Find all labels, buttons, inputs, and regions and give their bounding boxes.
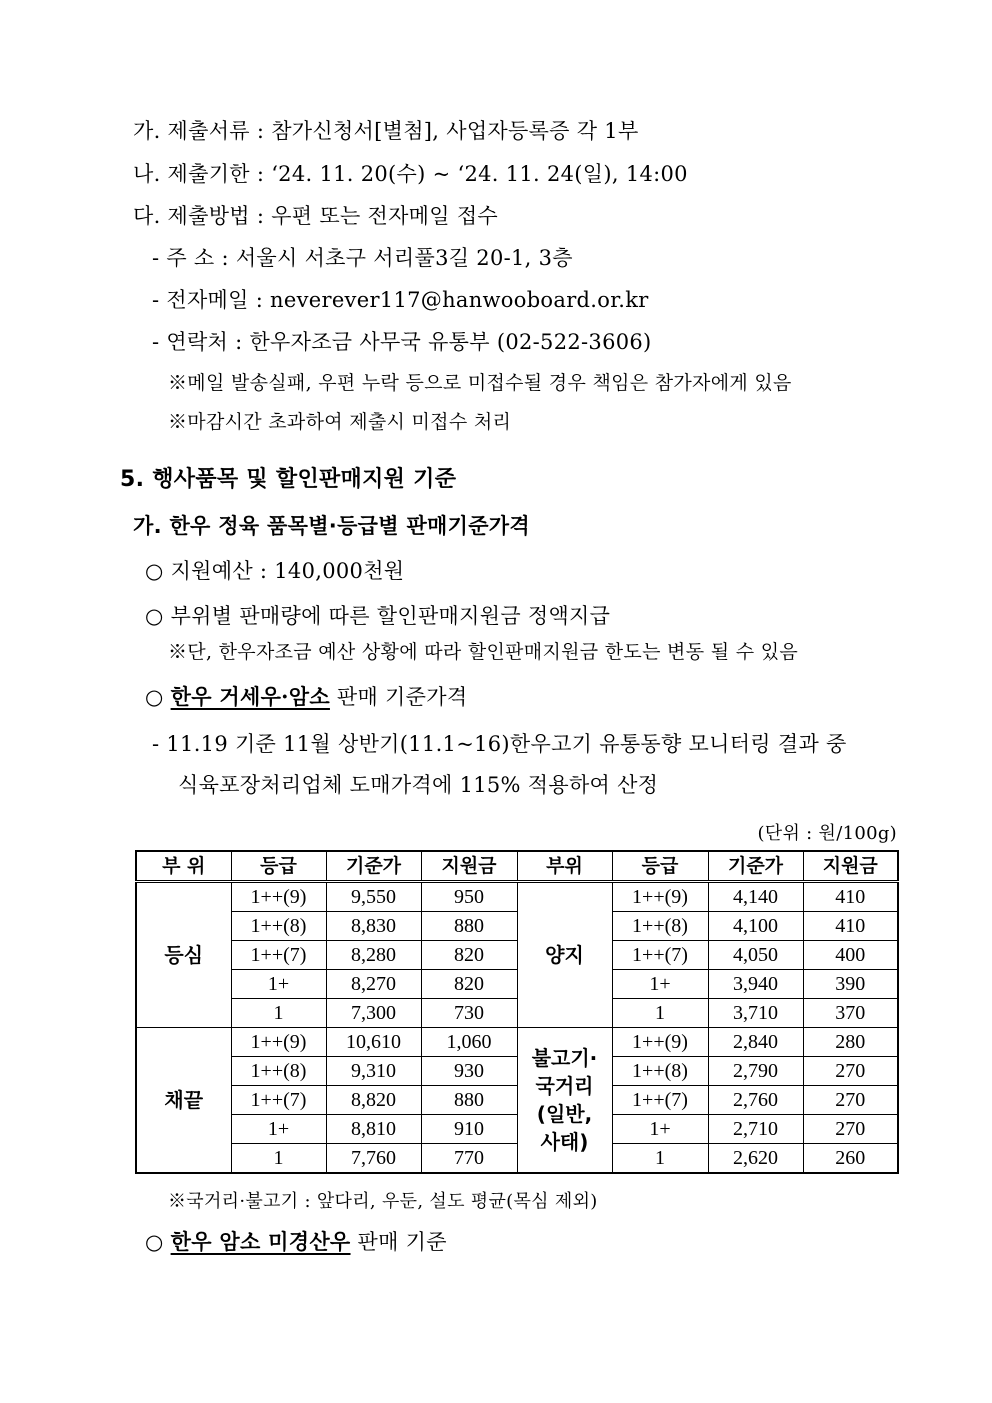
table-cell: 270 xyxy=(803,1057,898,1086)
table-cell: 1+ xyxy=(231,1115,326,1144)
table-cell: 2,790 xyxy=(708,1057,803,1086)
table-cell: 4,140 xyxy=(708,882,803,912)
submission-method: 다. 제출방법 : 우편 또는 전자메일 접수 xyxy=(133,204,498,228)
submission-email: - 전자메일 : neverever117@hanwooboard.or.kr xyxy=(152,288,649,312)
table-cell: 1,060 xyxy=(421,1028,517,1057)
table-cell: 1++(9) xyxy=(231,882,326,912)
table-cell: 1++(7) xyxy=(612,941,708,970)
table-cell: 1 xyxy=(612,1144,708,1174)
submission-contact: - 연락처 : 한우자조금 사무국 유통부 (02-522-3606) xyxy=(152,330,652,354)
table-cell: 270 xyxy=(803,1115,898,1144)
table-cell: 1 xyxy=(231,999,326,1028)
table-cell: 8,830 xyxy=(326,912,421,941)
table-cell: 930 xyxy=(421,1057,517,1086)
table-cell: 3,710 xyxy=(708,999,803,1028)
table-cell: 1++(9) xyxy=(612,882,708,912)
basis-line-1: - 11.19 기준 11월 상반기(11.1~16)한우고기 유통동향 모니터링 결과 중 xyxy=(152,732,847,756)
table-cell: 950 xyxy=(421,882,517,912)
table-cell: 8,280 xyxy=(326,941,421,970)
header-cell: 등급 xyxy=(612,851,708,882)
heifer-title: 한우 암소 미경산우 xyxy=(170,1229,351,1254)
header-cell: 등급 xyxy=(231,851,326,882)
steer-heading xyxy=(145,683,467,711)
table-cell: 1+ xyxy=(612,1115,708,1144)
submission-note-1: ※메일 발송실패, 우편 누락 등으로 미접수될 경우 책임은 참가자에게 있음 xyxy=(168,372,792,394)
table-cell: 1++(7) xyxy=(231,941,326,970)
table-row xyxy=(136,882,898,912)
table-cell: 2,620 xyxy=(708,1144,803,1174)
table-cell: 2,760 xyxy=(708,1086,803,1115)
header-cell: 부 위 xyxy=(136,851,231,882)
subsection-a-title: 가. 한우 정육 품목별·등급별 판매기준가격 xyxy=(133,514,530,538)
table-cell: 880 xyxy=(421,912,517,941)
table-cell: 270 xyxy=(803,1086,898,1115)
table-cell: 7,300 xyxy=(326,999,421,1028)
table-cell: 1++(8) xyxy=(612,912,708,941)
table-cell: 880 xyxy=(421,1086,517,1115)
heifer-heading xyxy=(145,1228,447,1256)
heifer-rest: 판매 기준 xyxy=(350,1230,447,1254)
table-cell: 390 xyxy=(803,970,898,999)
part-cell-sirloin: 등심 xyxy=(136,882,231,1028)
submission-deadline: 나. 제출기한 : ‘24. 11. 20(수) ~ ‘24. 11. 24(일), 14:00 xyxy=(133,162,688,186)
table-cell: 8,270 xyxy=(326,970,421,999)
table-cell: 7,760 xyxy=(326,1144,421,1174)
part-cell-striploin: 채끝 xyxy=(136,1028,231,1174)
table-cell: 8,810 xyxy=(326,1115,421,1144)
table-cell: 1++(7) xyxy=(231,1086,326,1115)
table-cell: 3,940 xyxy=(708,970,803,999)
table-cell: 1++(8) xyxy=(612,1057,708,1086)
table-row xyxy=(136,1028,898,1057)
table-header-row xyxy=(136,851,898,882)
unit-label: (단위 : 원/100g) xyxy=(757,823,897,844)
section-title: 5. 행사품목 및 할인판매지원 기준 xyxy=(120,467,457,492)
table-cell: 9,310 xyxy=(326,1057,421,1086)
header-cell: 지원금 xyxy=(421,851,517,882)
steer-rest: 판매 기준가격 xyxy=(329,685,468,709)
table-cell: 260 xyxy=(803,1144,898,1174)
table-cell: 280 xyxy=(803,1028,898,1057)
support-note: ※단, 한우자조금 예산 상황에 따라 할인판매지원금 한도는 변동 될 수 있음 xyxy=(168,641,799,663)
submission-address: - 주 소 : 서울시 서초구 서리풀3길 20-1, 3층 xyxy=(152,246,573,270)
table-footnote: ※국거리·불고기 : 앞다리, 우둔, 설도 평균(목심 제외) xyxy=(168,1191,598,1212)
table-cell: 9,550 xyxy=(326,882,421,912)
table-cell: 1+ xyxy=(231,970,326,999)
table-cell: 2,710 xyxy=(708,1115,803,1144)
table-cell: 410 xyxy=(803,882,898,912)
budget-line: ○ 지원예산 : 140,000천원 xyxy=(145,559,405,583)
table-cell: 400 xyxy=(803,941,898,970)
table-cell: 730 xyxy=(421,999,517,1028)
header-cell: 기준가 xyxy=(326,851,421,882)
header-cell: 기준가 xyxy=(708,851,803,882)
steer-title: 한우 거세우·암소 xyxy=(170,684,330,709)
submission-docs: 가. 제출서류 : 참가신청서[별첨], 사업자등록증 각 1부 xyxy=(133,119,639,143)
table-cell: 410 xyxy=(803,912,898,941)
header-cell: 지원금 xyxy=(803,851,898,882)
table-cell: 1++(9) xyxy=(612,1028,708,1057)
bullet: ○ xyxy=(145,1230,171,1254)
part-cell-bulgogi: 불고기· 국거리 (일반, 사태) xyxy=(517,1028,612,1174)
table-cell: 1++(8) xyxy=(231,1057,326,1086)
table-cell: 8,820 xyxy=(326,1086,421,1115)
basis-line-2: 식육포장처리업체 도매가격에 115% 적용하여 산정 xyxy=(178,773,659,797)
table-cell: 1 xyxy=(612,999,708,1028)
table-cell: 770 xyxy=(421,1144,517,1174)
table-cell: 820 xyxy=(421,970,517,999)
table-cell: 4,050 xyxy=(708,941,803,970)
table-cell: 10,610 xyxy=(326,1028,421,1057)
table-cell: 910 xyxy=(421,1115,517,1144)
header-cell: 부위 xyxy=(517,851,612,882)
table-cell: 820 xyxy=(421,941,517,970)
table-cell: 1++(8) xyxy=(231,912,326,941)
table-cell: 4,100 xyxy=(708,912,803,941)
submission-note-2: ※마감시간 초과하여 제출시 미접수 처리 xyxy=(168,411,512,433)
price-table xyxy=(135,850,899,1174)
table-cell: 1++(9) xyxy=(231,1028,326,1057)
table-cell: 1+ xyxy=(612,970,708,999)
support-line: ○ 부위별 판매량에 따른 할인판매지원금 정액지급 xyxy=(145,604,611,628)
table-cell: 1++(7) xyxy=(612,1086,708,1115)
table-cell: 1 xyxy=(231,1144,326,1174)
part-cell-brisket: 양지 xyxy=(517,882,612,1028)
table-cell: 370 xyxy=(803,999,898,1028)
bullet: ○ xyxy=(145,685,171,709)
table-cell: 2,840 xyxy=(708,1028,803,1057)
